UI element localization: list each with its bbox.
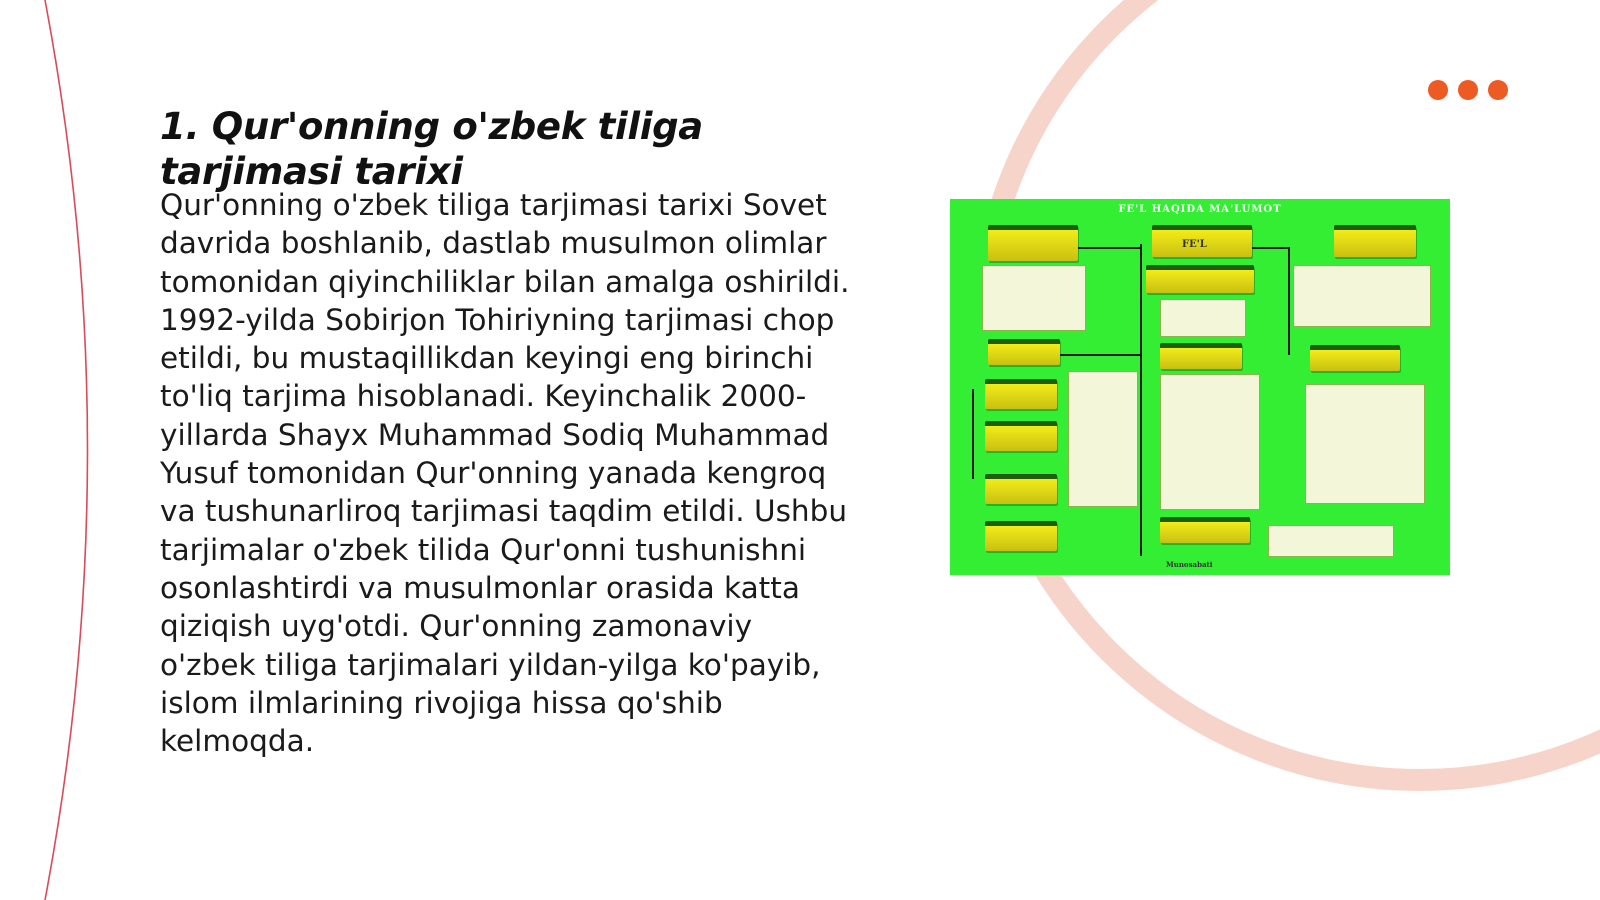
connector-line	[1050, 354, 1140, 356]
dot-icon	[1488, 80, 1508, 100]
infographic-center-label: FE'L	[1182, 239, 1207, 250]
connector-line	[1288, 247, 1290, 355]
infographic-image	[950, 199, 1450, 575]
connector-line	[1140, 244, 1142, 556]
dot-icon	[1458, 80, 1478, 100]
infographic-bottom-label: Munosabati	[1166, 560, 1213, 569]
infographic-note	[1293, 265, 1431, 327]
infographic-box	[1146, 265, 1254, 293]
infographic-box	[988, 225, 1078, 261]
infographic-box	[1310, 345, 1400, 371]
infographic-box	[1160, 517, 1250, 543]
slide-body-text: Qur'onning o'zbek tiliga tarjimasi tarixi Sovet davrida boshlanib, dastlab musulmon olimlar tomonidan qiyinchiliklar bilan amalga oshirildi. 1992-yilda Sobirjon Tohiriyning tarjimasi chop etildi, bu mustaqillikdan keyingi eng birinchi to'liq tarjima hisoblanadi. Keyinchalik 2000-yillarda Shayx Muhammad Sodiq Muhammad Yusuf tomonidan Qur'onning yanada kengroq va tushunarliroq tarjimasi taqdim etildi. Ushbu tarjimalar o'zbek tilida Qur'onni tushunishni osonlashtirdi va musulmonlar orasida katta qiziqish uyg'otdi. Qur'onning zamonaviy o'zbek tiliga tarjimalari yildan-yilga ko'payib, islom ilmlarining rivojiga hissa qo'shib kelmoqda.	[160, 188, 850, 759]
infographic-box	[985, 379, 1057, 409]
menu-dots	[1428, 80, 1508, 100]
infographic-note	[1268, 525, 1394, 557]
infographic-box	[985, 521, 1057, 551]
decorative-left-line	[45, 0, 88, 900]
infographic-note	[982, 265, 1086, 331]
infographic-box	[985, 474, 1057, 504]
slide-title: 1. Qur'onning o'zbek tiliga tarjimasi tarixi	[160, 105, 703, 193]
infographic-note	[1068, 371, 1138, 507]
infographic-box	[985, 421, 1057, 451]
infographic-note	[1160, 374, 1260, 510]
infographic-note	[1305, 384, 1425, 504]
infographic-box	[1334, 225, 1416, 257]
infographic-box	[1160, 343, 1242, 369]
dot-icon	[1428, 80, 1448, 100]
connector-line	[972, 389, 974, 479]
infographic-box	[988, 339, 1060, 365]
infographic-note	[1160, 299, 1246, 337]
infographic-title: FE'L HAQIDA MA'LUMOT	[1118, 204, 1282, 215]
